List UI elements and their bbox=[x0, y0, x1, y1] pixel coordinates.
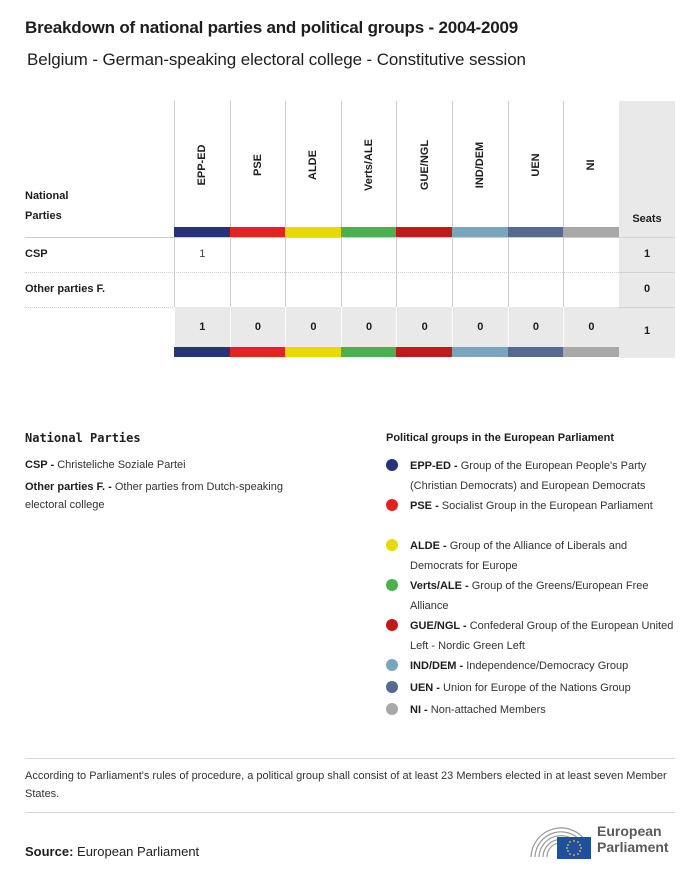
group-color-bar bbox=[563, 347, 619, 357]
party-label-csp: CSP bbox=[25, 248, 48, 260]
pg-legend-desc: Group of the Greens/European Free Alliance bbox=[410, 580, 649, 612]
group-total: 0 bbox=[341, 307, 397, 347]
seats-divider bbox=[619, 307, 675, 308]
group-header bbox=[174, 101, 230, 227]
group-color-bar bbox=[174, 227, 230, 237]
national-parties-legend-title: National Parties bbox=[25, 431, 141, 445]
group-color-bar bbox=[341, 227, 397, 237]
breakdown-table bbox=[25, 101, 675, 359]
group-cells bbox=[563, 237, 619, 307]
seats-csp: 1 bbox=[643, 248, 651, 260]
group-header-label: NI bbox=[585, 159, 598, 171]
group-color-bar bbox=[563, 227, 619, 237]
pg-legend-text bbox=[410, 536, 680, 576]
group-cells bbox=[230, 237, 286, 307]
group-cells bbox=[285, 237, 341, 307]
group-total: 0 bbox=[396, 307, 452, 347]
group-header-label: Verts/ALE bbox=[363, 139, 376, 191]
pg-legend-desc: Independence/Democracy Group bbox=[466, 660, 629, 672]
pg-legend-text bbox=[410, 616, 680, 656]
group-header-label: GUE/NGL bbox=[418, 139, 431, 191]
pg-legend-text bbox=[410, 496, 680, 516]
pg-legend-desc: Confederal Group of the European United Left - Nordic Green Left bbox=[410, 620, 674, 652]
group-color-dot-icon bbox=[386, 579, 398, 591]
group-total: 0 bbox=[452, 307, 508, 347]
group-color-bar bbox=[452, 227, 508, 237]
seats-other: 0 bbox=[643, 283, 651, 295]
source-label: Source: bbox=[25, 844, 74, 859]
np-legend-desc: Other parties from Dutch-speaking electoral college bbox=[25, 481, 283, 511]
seats-header: Seats bbox=[632, 213, 662, 225]
pg-legend-abbr: EPP-ED - bbox=[410, 460, 458, 472]
group-header-label: ALDE bbox=[307, 150, 320, 180]
group-color-dot-icon bbox=[386, 681, 398, 693]
group-header bbox=[563, 101, 619, 227]
group-color-dot-icon bbox=[386, 659, 398, 671]
group-color-dot-icon bbox=[386, 539, 398, 551]
np-legend-item bbox=[25, 478, 325, 514]
group-total: 0 bbox=[508, 307, 564, 347]
group-cells bbox=[452, 237, 508, 307]
group-header-label: UEN bbox=[529, 153, 542, 177]
logo-text bbox=[597, 823, 669, 855]
source-line bbox=[25, 844, 199, 859]
group-color-dot-icon bbox=[386, 499, 398, 511]
divider bbox=[25, 758, 675, 759]
group-cells bbox=[174, 237, 230, 307]
np-legend-abbr: Other parties F. - bbox=[25, 481, 112, 493]
group-color-bar bbox=[341, 347, 397, 357]
group-cells bbox=[396, 237, 452, 307]
pg-legend-desc: Union for Europe of the Nations Group bbox=[443, 682, 631, 694]
group-header bbox=[285, 101, 341, 227]
pg-legend-desc: Group of the European People's Party (Christian Democrats) and European Democrats bbox=[410, 460, 647, 492]
pg-legend-abbr: NI - bbox=[410, 704, 428, 716]
seats-divider bbox=[619, 237, 675, 238]
page-subtitle: Belgium - German-speaking electoral college - Constitutive session bbox=[27, 50, 526, 69]
pg-legend-text bbox=[410, 456, 680, 496]
pg-legend-desc: Group of the Alliance of Liberals and Democrats for Europe bbox=[410, 540, 628, 572]
logo-line1: European bbox=[597, 823, 662, 839]
group-total: 0 bbox=[563, 307, 619, 347]
row-header-line2: Parties bbox=[25, 210, 62, 222]
pg-legend-desc: Non-attached Members bbox=[430, 704, 546, 716]
group-cells bbox=[341, 237, 397, 307]
divider bbox=[25, 812, 675, 813]
pg-legend-abbr: ALDE - bbox=[410, 540, 447, 552]
np-legend-desc: Christeliche Soziale Partei bbox=[57, 459, 186, 471]
political-groups-legend-title: Political groups in the European Parliament bbox=[386, 432, 614, 444]
group-color-bar bbox=[230, 227, 286, 237]
page-title: Breakdown of national parties and political groups - 2004-2009 bbox=[25, 18, 519, 37]
group-color-bar bbox=[285, 227, 341, 237]
group-total: 1 bbox=[174, 307, 230, 347]
group-color-bar bbox=[508, 347, 564, 357]
group-cells bbox=[508, 237, 564, 307]
group-color-bar bbox=[230, 347, 286, 357]
rules-note: According to Parliament's rules of procedure, a political group shall consist of at least 23 Members elected in at least seven Member States. bbox=[25, 770, 667, 800]
pg-legend-text bbox=[410, 678, 680, 698]
group-color-bar bbox=[396, 227, 452, 237]
pg-legend-abbr: PSE - bbox=[410, 500, 439, 512]
pg-legend-text bbox=[410, 700, 680, 720]
group-header-label: IND/DEM bbox=[474, 141, 487, 189]
pg-legend-desc: Socialist Group in the European Parliament bbox=[441, 500, 653, 512]
seats-grand-total: 1 bbox=[643, 325, 651, 337]
seats-column bbox=[619, 101, 675, 358]
group-header-label: PSE bbox=[251, 153, 264, 177]
pg-legend-abbr: UEN - bbox=[410, 682, 440, 694]
group-header bbox=[341, 101, 397, 227]
np-legend-abbr: CSP - bbox=[25, 459, 55, 471]
group-color-bar bbox=[396, 347, 452, 357]
group-color-bar bbox=[508, 227, 564, 237]
seats-divider bbox=[619, 272, 675, 273]
pg-legend-text bbox=[410, 576, 680, 616]
pg-legend-abbr: GUE/NGL - bbox=[410, 620, 467, 632]
pg-legend-abbr: Verts/ALE - bbox=[410, 580, 469, 592]
hemicycle-icon bbox=[527, 821, 593, 861]
group-total: 0 bbox=[230, 307, 286, 347]
group-header-label: EPP-ED bbox=[196, 144, 209, 186]
row-header bbox=[25, 186, 68, 226]
group-color-bar bbox=[174, 347, 230, 357]
party-label-other: Other parties F. bbox=[25, 283, 106, 295]
european-parliament-logo bbox=[527, 821, 677, 861]
group-color-dot-icon bbox=[386, 459, 398, 471]
pg-legend-text bbox=[410, 656, 680, 676]
group-cell: 1 bbox=[199, 248, 206, 260]
source-value: European Parliament bbox=[77, 844, 200, 859]
group-header bbox=[508, 101, 564, 227]
group-header bbox=[230, 101, 286, 227]
group-total: 0 bbox=[285, 307, 341, 347]
group-header bbox=[396, 101, 452, 227]
np-legend-item bbox=[25, 456, 325, 474]
group-color-dot-icon bbox=[386, 619, 398, 631]
group-header bbox=[452, 101, 508, 227]
pg-legend-abbr: IND/DEM - bbox=[410, 660, 464, 672]
group-color-bar bbox=[452, 347, 508, 357]
group-color-dot-icon bbox=[386, 703, 398, 715]
row-header-line1: National bbox=[25, 190, 69, 202]
group-color-bar bbox=[285, 347, 341, 357]
logo-line2: Parliament bbox=[597, 839, 669, 855]
